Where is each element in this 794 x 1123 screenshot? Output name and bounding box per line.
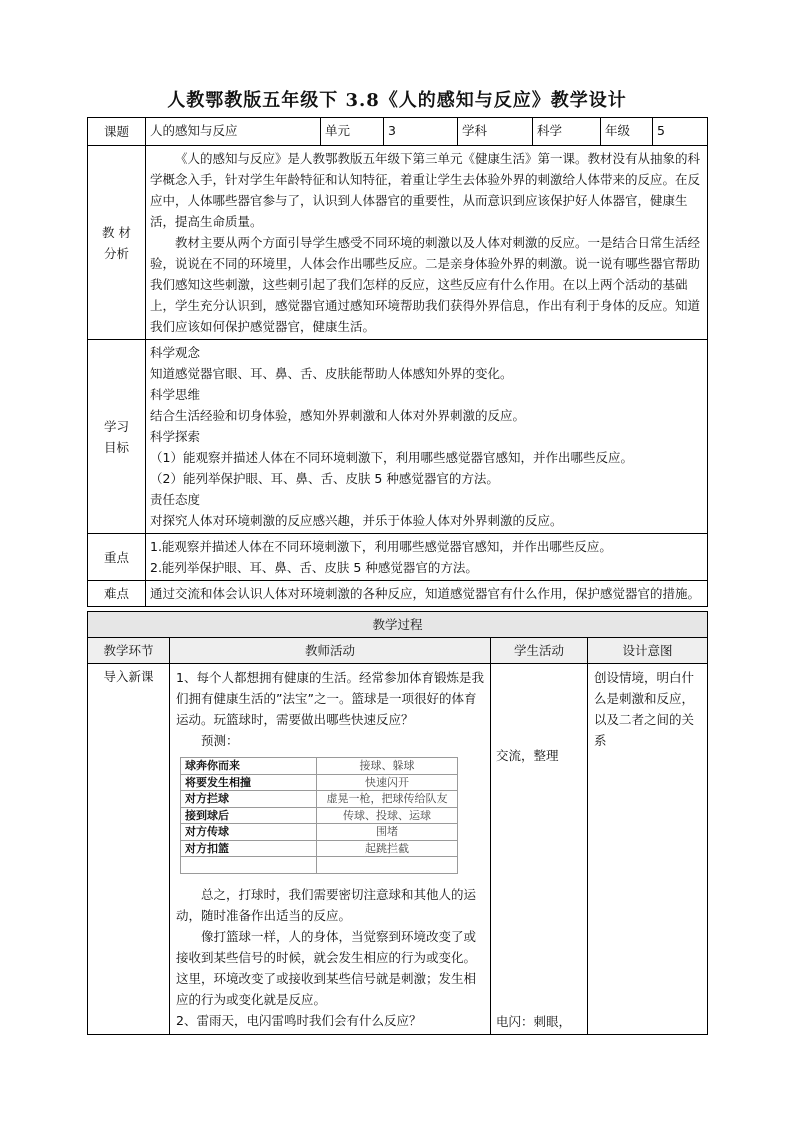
table-row <box>181 824 458 841</box>
reaction-cell: 起跳拦截 <box>317 840 458 857</box>
objectives-content <box>146 340 708 534</box>
reaction-cell: 快速闪开 <box>317 774 458 791</box>
reaction-table <box>180 757 458 874</box>
reaction-cell: 传球、投球、运球 <box>317 807 458 824</box>
reaction-cell: 围堵 <box>317 824 458 841</box>
teacher-paragraph: 总之，打球时，我们需要密切注意球和其他人的运动，随时准备作出适当的反应。 <box>176 886 477 923</box>
student-line: 电闪：刺眼， <box>496 1013 572 1029</box>
difficulty-content: 通过交流和体会认识人体对环境刺激的各种反应，知道感觉器官有什么作用，保护感觉器官的措施。 <box>146 581 708 607</box>
key-point-line: 1.能观察并描述人体在不同环境刺激下，利用哪些感觉器官感知，并作出哪些反应。 <box>150 539 612 554</box>
objectives-label: 学习 目标 <box>88 340 146 534</box>
table-row <box>181 857 458 874</box>
topic-label: 课题 <box>88 118 146 146</box>
teacher-activity <box>170 664 491 1035</box>
stimulus-cell: 接到球后 <box>181 807 317 824</box>
predict-label: 预测： <box>201 733 239 748</box>
header-intent: 设计意图 <box>588 638 708 664</box>
analysis-paragraph: 《人的感知与反应》是人教鄂教版五年级下第三单元《健康生活》第一课。教材没有从抽象的科学概念入手，针对学生年龄特征和认知特征，着重让学生去体验外界的刺激给人体带来的反应。在反应中，人体哪些器官参与了，认识到人体器官的重要性，从而意识到应该保护好人体器官，健康生活，提高生命质量。 <box>150 151 701 229</box>
student-activity <box>491 664 588 1035</box>
header-student: 学生活动 <box>491 638 588 664</box>
objective-line: （1）能观察并描述人体在不同环境刺激下，利用哪些感觉器官感知，并作出哪些反应。 <box>150 450 633 465</box>
objective-heading: 科学探索 <box>150 429 201 444</box>
grade-label: 年级 <box>601 118 653 146</box>
reaction-cell: 接球、躲球 <box>317 758 458 775</box>
stimulus-cell: 对方传球 <box>181 824 317 841</box>
objective-heading: 科学观念 <box>150 345 201 360</box>
grade-value: 5 <box>653 118 708 146</box>
stimulus-cell <box>181 857 317 874</box>
teacher-paragraph: 1、每个人都想拥有健康的生活。经常参加体育锻炼是我们拥有健康生活的”法宝”之一。篮球是一项很好的体育运动。玩篮球时，需要做出哪些快速反应？ <box>176 670 484 727</box>
stimulus-cell: 对方拦球 <box>181 791 317 808</box>
objective-line: 结合生活经验和切身体验，感知外界刺激和人体对外界刺激的反应。 <box>150 408 526 423</box>
teacher-paragraph: 2、雷雨天，电闪雷鸣时我们会有什么反应？ <box>176 1012 422 1028</box>
analysis-label: 教 材 分析 <box>88 146 146 340</box>
stimulus-cell: 对方扣篮 <box>181 840 317 857</box>
subject-label: 学科 <box>458 118 533 146</box>
reaction-cell <box>317 857 458 874</box>
reaction-cell: 虚晃一枪，把球传给队友 <box>317 791 458 808</box>
objective-line: 对探究人体对环境刺激的反应感兴趣，并乐于体验人体对外界刺激的反应。 <box>150 513 563 528</box>
analysis-content <box>146 146 708 340</box>
objective-heading: 科学思维 <box>150 387 201 402</box>
process-title: 教学过程 <box>88 612 708 638</box>
key-points-content <box>146 534 708 581</box>
table-row <box>181 807 458 824</box>
document-title: 人教鄂教版五年级下 3.8《人的感知与反应》教学设计 <box>167 90 627 111</box>
table-row <box>181 774 458 791</box>
objective-line: 知道感觉器官眼、耳、鼻、舌、皮肤能帮助人体感知外界的变化。 <box>150 366 513 381</box>
design-intent: 创设情境，明白什么是刺激和反应，以及二者之间的关系 <box>588 664 708 1035</box>
key-point-line: 2.能列举保护眼、耳、鼻、舌、皮肤 5 种感觉器官的方法。 <box>150 560 478 575</box>
header-stage: 教学环节 <box>88 638 170 664</box>
table-row <box>181 791 458 808</box>
topic-value: 人的感知与反应 <box>146 118 321 146</box>
objective-line: （2）能列举保护眼、耳、鼻、舌、皮肤 5 种感觉器官的方法。 <box>150 471 499 486</box>
header-teacher: 教师活动 <box>170 638 491 664</box>
objective-heading: 责任态度 <box>150 492 201 507</box>
student-line: 交流，整理 <box>496 748 559 763</box>
subject-value: 科学 <box>533 118 601 146</box>
difficulty-label: 难点 <box>88 581 146 607</box>
unit-value: 3 <box>384 118 458 146</box>
process-table <box>87 611 708 1035</box>
teacher-paragraph: 像打篮球一样，人的身体，当觉察到环境改变了或接收到某些信号的时候，就会发生相应的行为或变化。这里，环境改变了或接收到某些信号就是刺激；发生相应的行为或变化就是反应。 <box>176 928 477 1007</box>
stage-cell: 导入新课 <box>88 664 170 1035</box>
table-row <box>181 840 458 857</box>
key-points-label: 重点 <box>88 534 146 581</box>
lesson-plan <box>87 117 707 1035</box>
info-table <box>87 117 708 607</box>
unit-label: 单元 <box>321 118 384 146</box>
analysis-paragraph: 教材主要从两个方面引导学生感受不同环境的刺激以及人体对刺激的反应。一是结合日常生活经验，说说在不同的环境里，人体会作出哪些反应。二是亲身体验外界的刺激。说一说有哪些器官帮助我们感知这些刺激，这些刺引起了我们怎样的反应，这些反应有什么作用。在以上两个活动的基础上，学生充分认识到，感觉器官通过感知环境帮助我们获得外界信息，作出有利于身体的反应。知道我们应该如何保护感觉器官，健康生活。 <box>150 235 701 334</box>
table-row <box>181 758 458 775</box>
stimulus-cell: 将要发生相撞 <box>181 774 317 791</box>
stimulus-cell: 球奔你而来 <box>181 758 317 775</box>
